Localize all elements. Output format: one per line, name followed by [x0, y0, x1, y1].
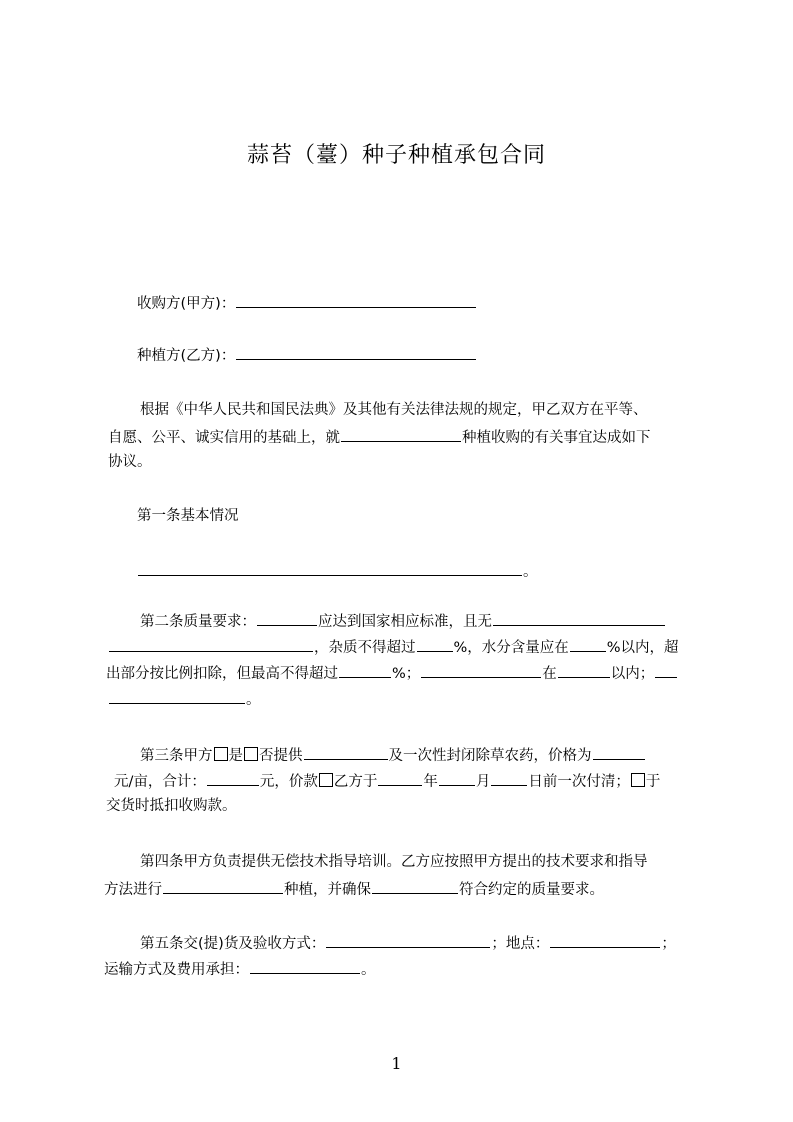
article-3-text-k: 于: [645, 774, 661, 790]
transport-cost-blank[interactable]: [250, 958, 360, 974]
article-4-text-a: 方法进行: [104, 882, 162, 898]
provide-yes-checkbox[interactable]: [214, 747, 228, 761]
article-3-line-3: 交货时抵扣收购款。: [106, 798, 237, 814]
article-3-text-e: 元/亩，合计：: [114, 774, 206, 790]
grower-label: 种植方(乙方)：: [137, 348, 236, 364]
article-2-text-g: %；: [392, 666, 421, 682]
article-4-line-1: 第四条甲方负责提供无偿技术指导培训。乙方应按照甲方提出的技术要求和指导: [140, 854, 648, 870]
planting-crop-blank[interactable]: [163, 878, 283, 894]
basic-info-blank[interactable]: [138, 560, 522, 576]
article-1-content-line: [137, 560, 538, 582]
price-per-mu-blank[interactable]: [593, 744, 645, 760]
article-2-line-4: [108, 688, 261, 710]
pay-before-date-checkbox[interactable]: [319, 773, 333, 787]
variety-blank[interactable]: [257, 610, 317, 626]
provide-no-checkbox[interactable]: [244, 747, 258, 761]
moisture-percent-blank[interactable]: [570, 636, 606, 652]
buyer-name-blank[interactable]: [236, 292, 476, 308]
article-3-line-2: [114, 770, 660, 792]
pay-month-blank[interactable]: [439, 770, 475, 786]
document-title: 蒜苔（薹）种子种植承包合同: [246, 143, 546, 168]
article-2-end: 。: [246, 692, 261, 708]
article-3-text-f: 元，价款: [259, 774, 318, 790]
defect-blank-continued[interactable]: [109, 636, 313, 652]
article-3-text-g: 乙方于: [333, 774, 378, 790]
article-2-text-c: ，杂质不得超过: [314, 640, 416, 656]
preamble-text-a: 自愿、公平、诚实信用的基础上，就: [108, 430, 340, 446]
article-2-line-2: [108, 636, 679, 658]
article-4-text-c: 符合约定的质量要求。: [459, 882, 604, 898]
article-5-text-d: 运输方式及费用承担：: [104, 962, 249, 978]
other-terms-blank-continued[interactable]: [109, 688, 245, 704]
article-2-text-i: 以内；: [610, 666, 655, 682]
buyer-label: 收购方(甲方)：: [137, 296, 236, 312]
deduct-on-delivery-checkbox[interactable]: [631, 773, 645, 787]
article-2-text-f: 出部分按比例扣除，但最高不得超过: [106, 666, 338, 682]
article-3-text-h: 年: [423, 774, 438, 790]
article-2-text-a: 第二条质量要求：: [140, 614, 256, 630]
grower-line: [137, 344, 477, 366]
delivery-location-blank[interactable]: [550, 932, 660, 948]
article-1-heading: 第一条基本情况: [137, 508, 239, 524]
article-5-line-2: [104, 958, 376, 980]
article-4-line-2: [104, 878, 604, 900]
article-4-text-b: 种植，并确保: [284, 882, 371, 898]
article-2-text-b: 应达到国家相应标准，且无: [318, 614, 492, 630]
preamble-text-b: 种植收购的有关事宜达成如下: [462, 430, 651, 446]
quality-item-blank[interactable]: [372, 878, 458, 894]
article-2-line-1: [140, 610, 666, 632]
article-2-text-e: %以内，超: [606, 640, 679, 656]
delivery-method-blank[interactable]: [326, 932, 490, 948]
preamble-line-1: 根据《中华人民共和国民法典》及其他有关法律法规的规定，甲乙双方在平等、: [140, 402, 648, 418]
article-3-text-b: 是: [228, 748, 243, 764]
impurity-percent-blank[interactable]: [417, 636, 453, 652]
pay-day-blank[interactable]: [491, 770, 527, 786]
seed-item-blank[interactable]: [304, 744, 388, 760]
other-limit-blank[interactable]: [558, 662, 610, 678]
article-5-text-c: ；: [661, 936, 676, 952]
article-5-text-a: 第五条交(提)货及验收方式：: [140, 936, 326, 952]
article-3-line-1: [140, 744, 646, 766]
buyer-line: [137, 292, 477, 314]
article-2-text-h: 在: [542, 666, 557, 682]
article-5-text-b: ；地点：: [491, 936, 550, 952]
article-3-text-c: 否提供: [259, 748, 303, 764]
article-1-end: 。: [523, 564, 538, 580]
page-number: 1: [391, 1054, 402, 1073]
article-2-text-d: %，水分含量应在: [453, 640, 569, 656]
article-3-text-j: 日前一次付清；: [528, 774, 630, 790]
pay-year-blank[interactable]: [378, 770, 422, 786]
article-2-line-3: [106, 662, 678, 684]
article-3-text-d: 及一次性封闭除草农药，价格为: [388, 748, 592, 764]
defect-blank[interactable]: [493, 610, 665, 626]
crop-blank[interactable]: [341, 426, 461, 442]
other-terms-blank[interactable]: [655, 662, 677, 678]
max-percent-blank[interactable]: [339, 662, 391, 678]
article-5-line-1: [140, 932, 676, 954]
article-3-text-i: 月: [475, 774, 491, 790]
article-3-text-a: 第三条甲方: [140, 748, 213, 764]
preamble-line-2: [108, 426, 651, 448]
preamble-line-3: 协议。: [108, 454, 152, 470]
grower-name-blank[interactable]: [236, 344, 476, 360]
total-amount-blank[interactable]: [207, 770, 259, 786]
other-indicator-blank[interactable]: [421, 662, 541, 678]
article-5-end: 。: [361, 962, 376, 978]
